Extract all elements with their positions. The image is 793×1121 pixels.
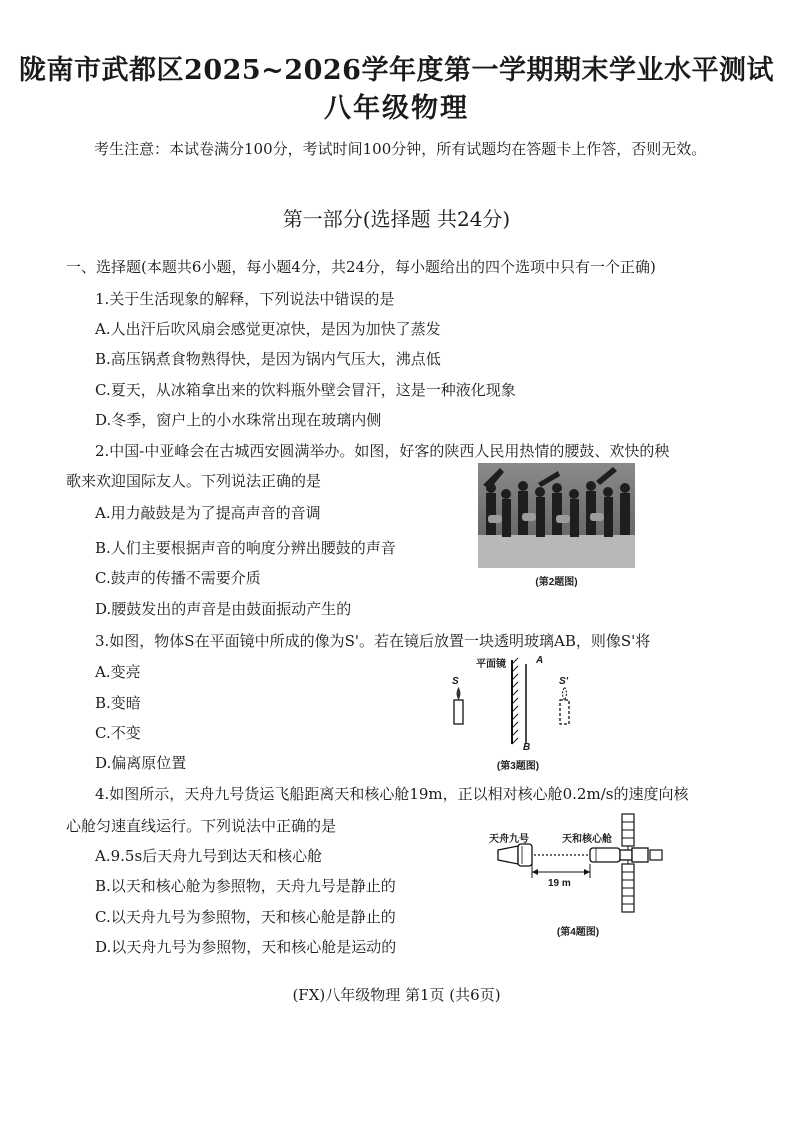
q1-option-c: C.夏天，从冰箱拿出来的饮料瓶外壁会冒汗，这是一种液化现象 <box>95 381 516 399</box>
q3-option-c: C.不变 <box>95 724 141 742</box>
q1-option-b: B.高压锅煮食物熟得快，是因为锅内气压大，沸点低 <box>95 350 441 368</box>
tianhe-station <box>590 814 662 912</box>
q2-photo <box>478 463 635 568</box>
q2-option-d: D.腰鼓发出的声音是由鼓面振动产生的 <box>95 600 352 618</box>
exam-title: 陇南市武都区2025~2026学年度第一学期期末学业水平测试 <box>19 55 774 86</box>
exam-notice: 考生注意：本试卷满分100分，考试时间100分钟，所有试题均在答题卡上作答，否则无效。 <box>94 140 707 158</box>
q4-option-b: B.以天和核心舱为参照物，天舟九号是静止的 <box>95 877 396 895</box>
q3-figure-caption: (第3题图) <box>496 761 540 772</box>
q4-stem-line2: 心舱匀速直线运行。下列说法中正确的是 <box>66 817 337 835</box>
q1-option-a: A.人出汗后吹风扇会感觉更凉快，是因为加快了蒸发 <box>95 320 441 338</box>
q2-stem-line2: 歌来欢迎国际友人。下列说法正确的是 <box>66 472 322 490</box>
q1-option-d: D.冬季，窗户上的小水珠常出现在玻璃内侧 <box>95 411 382 429</box>
q3-option-d: D.偏离原位置 <box>95 754 187 772</box>
q2-figure-caption: (第2题图) <box>535 577 578 588</box>
q3-mirror-label: 平面镜 <box>476 659 506 670</box>
exam-subject: 八年级物理 <box>324 93 469 124</box>
q4-distance-label: 19 m <box>548 878 571 889</box>
q4-figure <box>486 812 666 918</box>
q2-option-c: C.鼓声的传播不需要介质 <box>95 569 261 587</box>
q2-option-b: B.人们主要根据声音的响度分辨出腰鼓的声音 <box>95 539 396 557</box>
q3-stem: 3.如图，物体S在平面镜中所成的像为S'。若在镜后放置一块透明玻璃AB，则像S'将 <box>95 632 651 650</box>
q3-figure <box>440 652 580 752</box>
candle-image <box>560 700 569 724</box>
tianzhou-ship <box>498 844 532 866</box>
q3-label-a: A <box>536 655 544 666</box>
q3-label-b: B <box>523 742 531 753</box>
q4-label-station: 天和核心舱 <box>562 834 612 845</box>
q3-option-a: A.变亮 <box>95 663 141 681</box>
section-title: 第一部分(选择题 共24分) <box>282 207 511 231</box>
q3-label-s-prime: S' <box>559 676 569 687</box>
q3-option-b: B.变暗 <box>95 694 141 712</box>
q2-stem-line1: 2.中国-中亚峰会在古城西安圆满举办。如图，好客的陕西人民用热情的腰鼓、欢快的秧 <box>95 442 670 460</box>
q4-option-c: C.以天舟九号为参照物，天和核心舱是静止的 <box>95 908 396 926</box>
q4-option-d: D.以天舟九号为参照物，天和核心舱是运动的 <box>95 938 397 956</box>
candle-s <box>454 700 463 724</box>
q2-option-a: A.用力敲鼓是为了提高声音的音调 <box>95 504 321 522</box>
q1-stem: 1.关于生活现象的解释，下列说法中错误的是 <box>95 290 395 308</box>
q4-stem-line1: 4.如图所示，天舟九号货运飞船距离天和核心舱19m，正以相对核心舱0.2m/s的速度向核 <box>95 785 689 803</box>
part-intro: 一、选择题(本题共6小题，每小题4分，共24分，每小题给出的四个选项中只有一个正确) <box>66 258 656 276</box>
q3-label-s: S <box>452 676 459 687</box>
q4-label-ship: 天舟九号 <box>489 834 529 845</box>
page-footer: (FX)八年级物理 第1页 (共6页) <box>292 986 501 1004</box>
q4-option-a: A.9.5s后天舟九号到达天和核心舱 <box>95 847 323 865</box>
q4-figure-caption: (第4题图) <box>556 927 600 938</box>
